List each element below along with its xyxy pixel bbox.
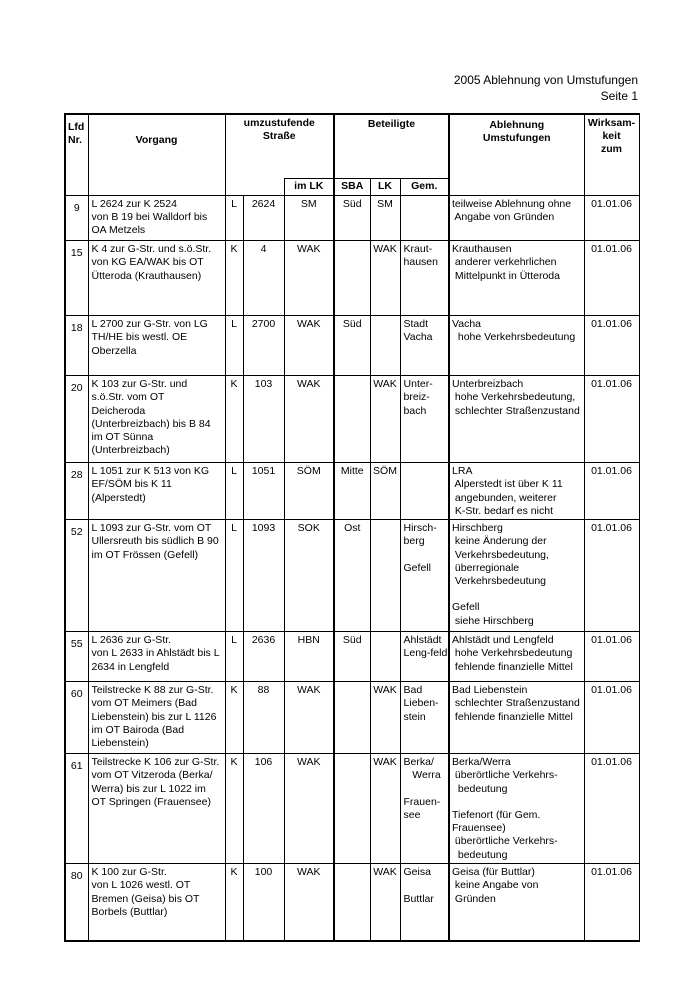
row-lk: SÖM — [370, 463, 400, 520]
row-ablehnung-line: Verkehrsbedeutung — [452, 574, 547, 587]
row-sba — [334, 682, 370, 754]
row-gemeinde-line: Geisa — [403, 866, 431, 879]
row-sba — [334, 754, 370, 864]
row-vorgang-line: L 2700 zur G-Str. von LG — [91, 318, 208, 331]
row-sba: Mitte — [334, 463, 370, 520]
row-gemeinde — [400, 316, 449, 376]
row-strassen-nummer: 1051 — [243, 463, 284, 520]
row-gemeinde-line: Gefell — [403, 561, 431, 574]
row-vorgang-line: Borbels (Buttlar) — [91, 905, 168, 918]
row-ablehnung-line: Bad Liebenstein — [452, 684, 528, 697]
row-lk: SM — [370, 195, 400, 241]
row-ablehnung-line: bedeutung — [452, 848, 508, 861]
row-vorgang — [88, 754, 225, 864]
row-lfd-nr: 80 — [65, 864, 88, 941]
row-sba: Ost — [334, 520, 370, 632]
table-row — [65, 864, 639, 941]
row-sba: Süd — [334, 316, 370, 376]
row-strassen-nummer: 2636 — [243, 632, 284, 682]
row-vorgang — [88, 195, 225, 241]
row-ablehnung-line: K-Str. bedarf es nicht — [452, 504, 553, 517]
row-gemeinde-line: bach — [403, 404, 427, 417]
row-lfd-nr: 55 — [65, 632, 88, 682]
row-gemeinde-line — [404, 783, 447, 796]
row-vorgang-line: Deicheroda — [91, 404, 146, 417]
table-body — [65, 195, 639, 941]
row-ablehnung — [449, 241, 584, 316]
row-gemeinde-line: breiz- — [403, 391, 430, 404]
row-vorgang-line: vom OT Vitzeroda (Berka/ — [91, 769, 213, 782]
header-lfd-nr: Lfd Nr. — [65, 114, 88, 195]
row-wirksamkeit: 01.01.06 — [584, 520, 639, 632]
header-strasse-blank — [225, 178, 284, 195]
row-gemeinde-line: hausen — [403, 256, 438, 269]
row-ablehnung-line: LRA — [452, 465, 473, 478]
row-lfd-nr: 20 — [65, 376, 88, 463]
row-im-lk: SOK — [284, 520, 334, 632]
row-im-lk: WAK — [284, 376, 334, 463]
row-lk — [370, 520, 400, 632]
row-ablehnung-line: fehlende finanzielle Mittel — [452, 660, 573, 673]
row-vorgang-line: im OT Sünna — [91, 430, 154, 443]
row-lfd-nr: 60 — [65, 682, 88, 754]
table-row — [65, 316, 639, 376]
row-ablehnung — [449, 520, 584, 632]
row-gemeinde-line: Stadt — [403, 318, 429, 331]
row-vorgang — [88, 632, 225, 682]
row-lk: WAK — [370, 376, 400, 463]
row-gemeinde — [400, 864, 449, 941]
table-row — [65, 754, 639, 864]
header-sba: SBA — [334, 178, 370, 195]
row-vorgang-line: Teilstrecke K 88 zur G-Str. — [91, 684, 214, 697]
row-sba — [334, 376, 370, 463]
row-gemeinde-line: Hirsch- — [403, 522, 437, 535]
row-im-lk: SM — [284, 195, 334, 241]
row-ablehnung-line: Mittelpunkt in Ütteroda — [452, 269, 560, 282]
row-gemeinde-line: Kraut- — [403, 243, 433, 256]
row-ablehnung-line: Angabe von Gründen — [452, 210, 555, 223]
row-im-lk: WAK — [284, 241, 334, 316]
row-vorgang-line: vom OT Meimers (Bad — [91, 697, 197, 710]
row-wirksamkeit: 01.01.06 — [584, 682, 639, 754]
table-row — [65, 682, 639, 754]
table-row — [65, 241, 639, 316]
row-lk: WAK — [370, 682, 400, 754]
row-strassen-nummer: 2624 — [243, 195, 284, 241]
row-vorgang-line: s.ö.Str. vom OT — [91, 391, 165, 404]
row-ablehnung-line: teilweise Ablehnung ohne — [452, 197, 572, 210]
row-sba: Süd — [334, 195, 370, 241]
row-gemeinde-line — [404, 879, 447, 892]
row-lk: WAK — [370, 864, 400, 941]
row-vorgang — [88, 864, 225, 941]
row-gemeinde — [400, 754, 449, 864]
row-vorgang-line: 2634 in Lengfeld — [91, 660, 170, 673]
row-ablehnung-line: schlechter Straßenzustand — [452, 404, 580, 417]
row-ablehnung-line: hohe Verkehrsbedeutung, — [452, 391, 576, 404]
row-vorgang-line: L 1093 zur G-Str. vom OT — [91, 522, 212, 535]
header-gem: Gem. — [400, 178, 449, 195]
row-vorgang-line: von L 1026 westl. OT — [91, 879, 191, 892]
row-vorgang-line: K 100 zur G-Str. — [91, 866, 167, 879]
table-row — [65, 195, 639, 241]
table-row — [65, 520, 639, 632]
row-strassen-typ: L — [225, 463, 243, 520]
row-vorgang-line: Werra) bis zur L 1022 im — [91, 782, 206, 795]
row-gemeinde — [400, 463, 449, 520]
row-vorgang-line: von B 19 bei Walldorf bis — [91, 210, 208, 223]
row-vorgang-line: (Alperstedt) — [91, 491, 146, 504]
row-ablehnung-line: Berka/Werra — [452, 756, 511, 769]
row-lk: WAK — [370, 754, 400, 864]
row-vorgang — [88, 463, 225, 520]
row-wirksamkeit: 01.01.06 — [584, 632, 639, 682]
row-im-lk: WAK — [284, 864, 334, 941]
row-vorgang-line: OT Springen (Frauensee) — [91, 795, 211, 808]
row-ablehnung-line: keine Angabe von — [452, 879, 539, 892]
row-ablehnung-line: Unterbreizbach — [452, 378, 524, 391]
row-ablehnung — [449, 632, 584, 682]
row-lk: WAK — [370, 241, 400, 316]
row-ablehnung-line: keine Änderung der — [452, 535, 547, 548]
row-gemeinde-line: Lieben- — [403, 697, 439, 710]
row-lfd-nr: 15 — [65, 241, 88, 316]
table-row — [65, 632, 639, 682]
row-gemeinde — [400, 195, 449, 241]
row-vorgang-line: L 2636 zur G-Str. — [91, 634, 172, 647]
row-ablehnung-line: Krauthausen — [452, 243, 512, 256]
row-ablehnung-line: Geisa (für Buttlar) — [452, 866, 535, 879]
row-strassen-typ: K — [225, 376, 243, 463]
row-ablehnung — [449, 316, 584, 376]
row-gemeinde — [400, 241, 449, 316]
row-gemeinde-line: Werra — [403, 769, 441, 782]
row-ablehnung — [449, 376, 584, 463]
row-ablehnung-line: Tiefenort (für Gem. — [452, 808, 541, 821]
row-vorgang-line: TH/HE bis westl. OE — [91, 331, 188, 344]
row-im-lk: HBN — [284, 632, 334, 682]
row-im-lk: WAK — [284, 682, 334, 754]
row-vorgang-line: EF/SÖM bis K 11 — [91, 478, 172, 491]
page-header-title: 2005 Ablehnung von Umstufungen — [453, 73, 638, 87]
row-wirksamkeit: 01.01.06 — [584, 241, 639, 316]
row-lk — [370, 632, 400, 682]
table-row — [65, 463, 639, 520]
row-im-lk: SÖM — [284, 463, 334, 520]
row-ablehnung-line: Gefell — [452, 601, 480, 614]
header-im-lk: im LK — [284, 178, 334, 195]
row-vorgang-line: Liebenstein) — [91, 736, 149, 749]
header-wirksamkeit: Wirksam- keit zum — [584, 114, 639, 195]
row-ablehnung-line: überörtliche Verkehrs- — [452, 769, 558, 782]
row-ablehnung-line: Frauensee) — [452, 822, 506, 835]
row-gemeinde — [400, 682, 449, 754]
row-strassen-typ: K — [225, 241, 243, 316]
row-vorgang-line: Oberzella — [91, 344, 137, 357]
row-strassen-typ: K — [225, 864, 243, 941]
row-ablehnung-line: überregionale — [452, 561, 520, 574]
row-gemeinde-line: Vacha — [403, 331, 433, 344]
page-header — [454, 72, 638, 104]
row-wirksamkeit: 01.01.06 — [584, 316, 639, 376]
row-wirksamkeit: 01.01.06 — [584, 754, 639, 864]
row-vorgang — [88, 682, 225, 754]
row-ablehnung-line — [452, 796, 582, 809]
row-strassen-typ: L — [225, 520, 243, 632]
row-gemeinde-line: Bad — [403, 684, 423, 697]
row-im-lk: WAK — [284, 754, 334, 864]
row-strassen-nummer: 4 — [243, 241, 284, 316]
row-vorgang-line: von L 2633 in Ahlstädt bis L — [91, 647, 220, 660]
row-vorgang-line: Teilstrecke K 106 zur G-Str. — [91, 756, 220, 769]
row-strassen-typ: L — [225, 316, 243, 376]
row-gemeinde — [400, 376, 449, 463]
row-ablehnung-line: hohe Verkehrsbedeutung — [452, 647, 573, 660]
row-vorgang-line: K 4 zur G-Str. und s.ö.Str. — [91, 243, 212, 256]
row-vorgang-line: K 103 zur G-Str. und — [91, 378, 188, 391]
row-gemeinde-line: Buttlar — [403, 892, 434, 905]
row-vorgang-line: (Unterbreizbach) — [91, 444, 170, 457]
row-gemeinde-line: Frauen- — [403, 795, 441, 808]
row-strassen-nummer: 88 — [243, 682, 284, 754]
row-gemeinde — [400, 632, 449, 682]
row-strassen-typ: L — [225, 195, 243, 241]
row-lk — [370, 316, 400, 376]
row-vorgang-line: OA Metzels — [91, 223, 146, 236]
row-strassen-typ: K — [225, 682, 243, 754]
row-wirksamkeit: 01.01.06 — [584, 463, 639, 520]
row-ablehnung — [449, 864, 584, 941]
row-ablehnung-line: Alperstedt ist über K 11 — [452, 478, 563, 491]
row-wirksamkeit: 01.01.06 — [584, 195, 639, 241]
row-wirksamkeit: 01.01.06 — [584, 376, 639, 463]
row-vorgang-line: im OT Frössen (Gefell) — [91, 548, 199, 561]
row-gemeinde-line: Ahlstädt — [403, 634, 442, 647]
row-vorgang-line: im OT Bairoda (Bad — [91, 723, 185, 736]
header-vorgang: Vorgang — [88, 114, 225, 195]
row-strassen-nummer: 2700 — [243, 316, 284, 376]
row-gemeinde-line: Unter- — [403, 378, 433, 391]
header-strasse: umzustufende Straße — [225, 114, 334, 178]
row-vorgang-line: L 1051 zur K 513 von KG — [91, 465, 210, 478]
row-ablehnung-line: fehlende finanzielle Mittel — [452, 710, 573, 723]
row-lfd-nr: 28 — [65, 463, 88, 520]
row-ablehnung-line: Vacha — [452, 318, 482, 331]
row-ablehnung-line: Ahlstädt und Lengfeld — [452, 634, 554, 647]
row-vorgang — [88, 241, 225, 316]
row-strassen-nummer: 106 — [243, 754, 284, 864]
row-sba — [334, 864, 370, 941]
row-gemeinde-line: Leng-feld — [403, 647, 448, 660]
header-beteiligte: Beteiligte — [334, 114, 449, 178]
rejection-table — [64, 113, 640, 942]
header-ablehnung: Ablehnung Umstufungen — [449, 114, 584, 195]
row-strassen-typ: K — [225, 754, 243, 864]
row-strassen-typ: L — [225, 632, 243, 682]
row-ablehnung — [449, 195, 584, 241]
row-ablehnung — [449, 754, 584, 864]
row-vorgang-line: L 2624 zur K 2524 — [91, 197, 177, 210]
row-ablehnung-line: angebunden, weiterer — [452, 491, 557, 504]
row-lfd-nr: 18 — [65, 316, 88, 376]
row-im-lk: WAK — [284, 316, 334, 376]
row-vorgang-line: von KG EA/WAK bis OT — [91, 256, 204, 269]
row-lfd-nr: 61 — [65, 754, 88, 864]
row-ablehnung — [449, 682, 584, 754]
row-gemeinde-line: Berka/ — [403, 756, 434, 769]
row-lfd-nr: 52 — [65, 520, 88, 632]
row-ablehnung-line: Hirschberg — [452, 522, 503, 535]
header-lk: LK — [370, 178, 400, 195]
row-gemeinde — [400, 520, 449, 632]
row-vorgang-line: Bremen (Geisa) bis OT — [91, 892, 200, 905]
row-ablehnung-line: Verkehrsbedeutung, — [452, 548, 549, 561]
row-wirksamkeit: 01.01.06 — [584, 864, 639, 941]
row-ablehnung-line: überörtliche Verkehrs- — [452, 835, 558, 848]
row-ablehnung — [449, 463, 584, 520]
row-ablehnung-line: Gründen — [452, 892, 496, 905]
row-vorgang-line: Ullersreuth bis südlich B 90 — [91, 535, 219, 548]
row-vorgang — [88, 520, 225, 632]
row-vorgang — [88, 316, 225, 376]
row-strassen-nummer: 1093 — [243, 520, 284, 632]
row-vorgang-line: Ütteroda (Krauthausen) — [91, 269, 202, 282]
row-vorgang-line: Liebenstein) bis zur L 1126 — [91, 710, 217, 723]
row-gemeinde-line — [404, 549, 447, 562]
row-lfd-nr: 9 — [65, 195, 88, 241]
row-ablehnung-line: bedeutung — [452, 782, 508, 795]
row-gemeinde-line: see — [403, 808, 421, 821]
row-ablehnung-line: hohe Verkehrsbedeutung — [452, 331, 576, 344]
row-gemeinde-line: berg — [403, 535, 425, 548]
row-ablehnung-line — [452, 588, 582, 601]
row-strassen-nummer: 103 — [243, 376, 284, 463]
row-vorgang — [88, 376, 225, 463]
row-ablehnung-line: schlechter Straßenzustand — [452, 697, 580, 710]
row-sba: Süd — [334, 632, 370, 682]
row-vorgang-line: (Unterbreizbach) bis B 84 — [91, 417, 211, 430]
row-ablehnung-line: siehe Hirschberg — [452, 614, 534, 627]
row-ablehnung-line: anderer verkehrlichen — [452, 256, 557, 269]
row-sba — [334, 241, 370, 316]
row-gemeinde-line: stein — [403, 710, 426, 723]
page-number: Seite 1 — [600, 89, 638, 103]
row-strassen-nummer: 100 — [243, 864, 284, 941]
table-row — [65, 376, 639, 463]
